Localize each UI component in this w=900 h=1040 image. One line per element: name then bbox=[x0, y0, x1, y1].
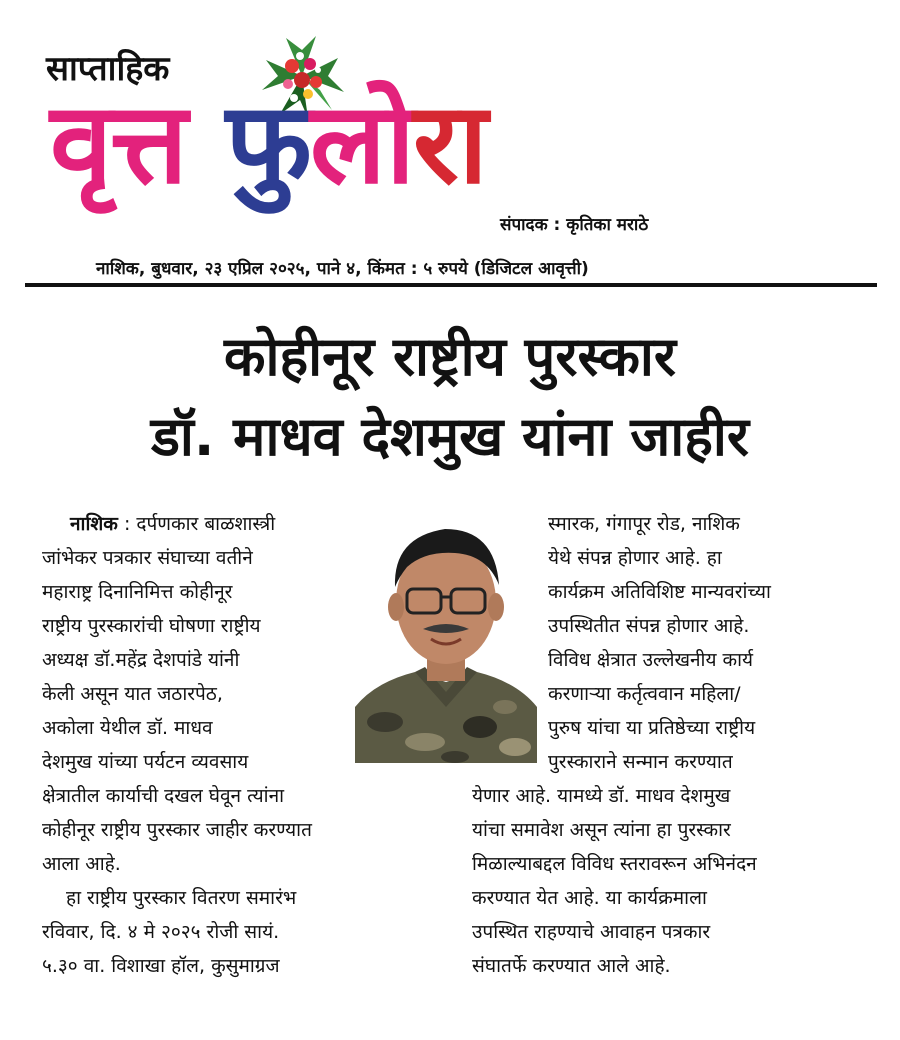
left-line-2: जांभेकर पत्रकार संघाच्या वतीने bbox=[42, 547, 253, 569]
right-line-8: पुरस्काराने सन्मान करण्यात bbox=[548, 751, 733, 773]
left-line-6: केली असून यात जठारपेठ, bbox=[42, 683, 223, 705]
left-line-5: अध्यक्ष डॉ.महेंद्र देशपांडे यांनी bbox=[42, 649, 240, 671]
right-line-1: स्मारक, गंगापूर रोड, नाशिक bbox=[548, 513, 740, 535]
headline-line-2: डॉ. माधव देशमुख यांना जाहीर bbox=[150, 405, 750, 468]
left-line-13: रविवार, दि. ४ मे २०२५ रोजी सायं. bbox=[42, 921, 280, 943]
headline-line-1: कोहीनूर राष्ट्रीय पुरस्कार bbox=[224, 325, 676, 388]
title-part-4: रा bbox=[412, 79, 486, 209]
left-line-3: महाराष्ट्र दिनानिमित्त कोहीनूर bbox=[42, 581, 233, 603]
editor-credit: संपादक : कृतिका मराठे bbox=[500, 215, 649, 235]
title-part-3: लो bbox=[310, 79, 413, 209]
left-line-14: ५.३० वा. विशाखा हॉल, कुसुमाग्रज bbox=[42, 955, 280, 977]
portrait-photo bbox=[355, 507, 537, 763]
dateline: नाशिक, बुधवार, २३ एप्रिल २०२५, पाने ४, किंमत : ५ रुपये (डिजिटल आवृत्ती) bbox=[96, 259, 589, 279]
left-line-11: आला आहे. bbox=[42, 853, 121, 875]
left-line-9: क्षेत्रातील कार्याची दखल घेवून त्यांना bbox=[42, 785, 285, 807]
right-line-14: संघातर्फे करण्यात आले आहे. bbox=[472, 955, 671, 977]
newspaper-title bbox=[50, 80, 830, 230]
weekly-label: साप्ताहिक bbox=[46, 49, 170, 89]
masthead-divider bbox=[25, 283, 877, 287]
right-line-5: विविध क्षेत्रात उल्लेखनीय कार्य bbox=[548, 649, 754, 671]
right-line-6: करणाऱ्या कर्तृत्ववान महिला/ bbox=[548, 683, 741, 705]
right-line-13: उपस्थित राहण्याचे आवाहन पत्रकार bbox=[472, 921, 711, 943]
left-line-12: हा राष्ट्रीय पुरस्कार वितरण समारंभ bbox=[66, 887, 297, 909]
right-line-10: यांचा समावेश असून त्यांना हा पुरस्कार bbox=[472, 819, 731, 841]
place-name: नाशिक bbox=[70, 513, 118, 535]
right-line-9: येणार आहे. यामध्ये डॉ. माधव देशमुख bbox=[472, 785, 731, 807]
title-part-1: वृत्त bbox=[50, 79, 186, 209]
left-line-7: अकोला येथील डॉ. माधव bbox=[42, 717, 213, 739]
right-line-3: कार्यक्रम अतिविशिष्ट मान्यवरांच्या bbox=[548, 581, 771, 603]
right-line-7: पुरुष यांचा या प्रतिष्ठेच्या राष्ट्रीय bbox=[548, 717, 756, 739]
right-line-2: येथे संपन्न होणार आहे. हा bbox=[548, 547, 722, 569]
title-part-2: फु bbox=[225, 79, 311, 209]
left-line-8: देशमुख यांच्या पर्यटन व्यवसाय bbox=[42, 751, 249, 773]
left-line-1: नाशिक : दर्पणकार बाळशास्त्री bbox=[70, 513, 276, 535]
right-line-4: उपस्थितीत संपन्न होणार आहे. bbox=[548, 615, 750, 637]
right-line-11: मिळाल्याबद्दल विविध स्तरावरून अभिनंदन bbox=[472, 853, 757, 875]
left-line-10: कोहीनूर राष्ट्रीय पुरस्कार जाहीर करण्यात bbox=[42, 819, 312, 841]
left-line-4: राष्ट्रीय पुरस्कारांची घोषणा राष्ट्रीय bbox=[42, 615, 261, 637]
right-line-12: करण्यात येत आहे. या कार्यक्रमाला bbox=[472, 887, 707, 909]
